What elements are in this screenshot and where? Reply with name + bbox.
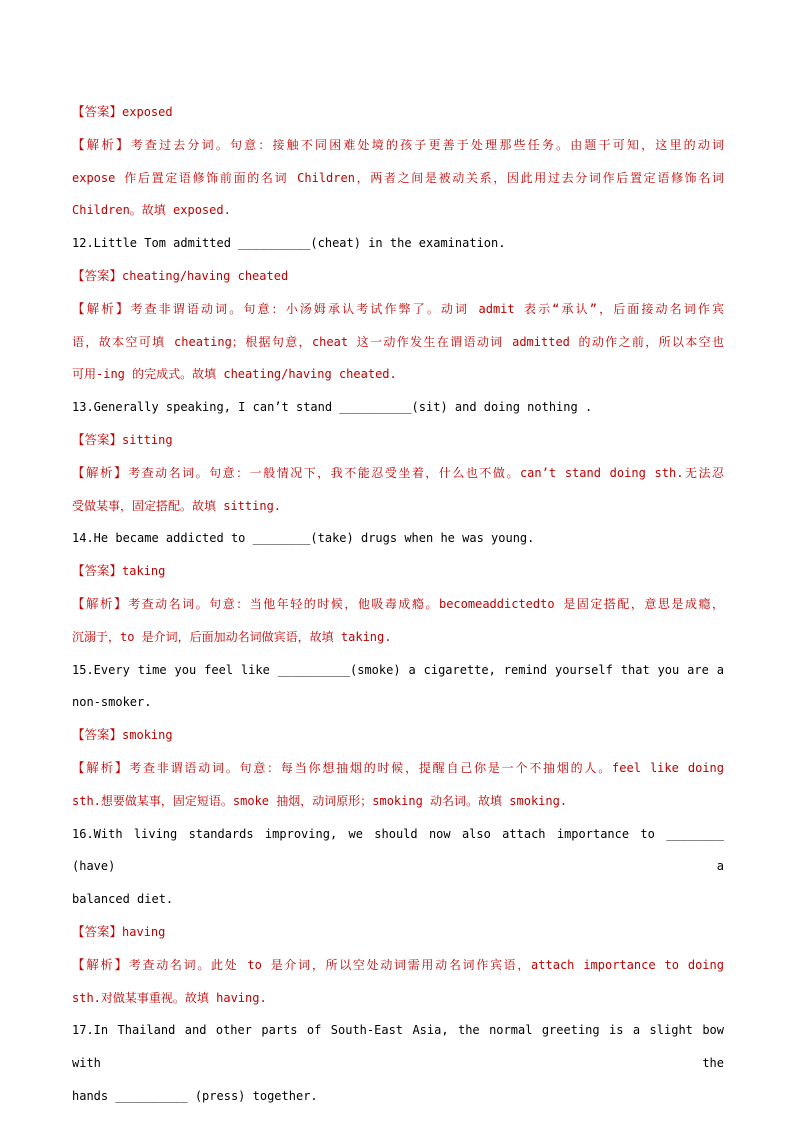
analysis-line	[72, 752, 724, 785]
analysis-text: 受做某事，固定搭配。故填 sitting.	[72, 498, 282, 513]
question-line	[72, 1080, 724, 1113]
answer-text: sitting	[122, 432, 173, 447]
question-text: hands __________ (press) together.	[72, 1088, 318, 1103]
analysis-text: 考查非谓语动词。句意：小汤姆承认考试作弊了。动词 admit 表示“承认”，后面接动名词作宾	[130, 301, 724, 316]
answer-text: having	[122, 924, 166, 939]
analysis-line	[72, 194, 724, 227]
document-page	[72, 96, 724, 1113]
analysis-text: 考查过去分词。句意：接触不同困难处境的孩子更善于处理那些任务。由题干可知，这里的动词	[130, 137, 724, 152]
analysis-line	[72, 162, 724, 195]
answer-line	[72, 424, 724, 457]
question-text: 16.With living standards improving, we should now also attach importance to ________ (have) a	[72, 826, 724, 874]
answer-line	[72, 260, 724, 293]
analysis-line	[72, 621, 724, 654]
answer-line	[72, 555, 724, 588]
question-line	[72, 686, 724, 719]
question-text: 15.Every time you feel like __________(smoke) a cigarette, remind yourself that you are a	[72, 662, 724, 677]
analysis-text: 考查动名词。句意：当他年轻的时候，他吸毒成瘾。becomeaddictedto 是固定搭配，意思是成瘾，	[128, 596, 724, 611]
answer-tag: 【答案】	[72, 267, 123, 283]
analysis-tag: 【解析】	[72, 464, 129, 480]
analysis-line	[72, 457, 724, 490]
analysis-text: 考查动名词。句意：一般情况下，我不能忍受坐着，什么也不做。can’t stand doing sth.无法忍	[128, 465, 724, 480]
analysis-line	[72, 358, 724, 391]
question-text: 14.He became addicted to ________(take) drugs when he was young.	[72, 531, 535, 546]
analysis-text: 沉溺于，to 是介词，后面加动名词做宾语，故填 taking.	[72, 629, 392, 644]
analysis-text: sth.想要做某事，固定短语。smoke 抽烟，动词原形；smoking 动名词。故填 smoking.	[72, 793, 568, 808]
question-line	[72, 818, 724, 884]
question-text: 12.Little Tom admitted __________(cheat) in the examination.	[72, 236, 506, 251]
analysis-text: 语，故本空可填 cheating；根据句意，cheat 这一动作发生在谓语动词 admitted 的动作之前，所以本空也	[72, 334, 724, 349]
answer-tag: 【答案】	[72, 104, 123, 119]
question-text: non-smoker.	[72, 695, 152, 710]
answer-tag: 【答案】	[72, 727, 123, 743]
question-text: balanced diet.	[72, 892, 174, 907]
analysis-tag: 【解析】	[72, 595, 129, 611]
analysis-line	[72, 129, 724, 162]
analysis-line	[72, 785, 724, 818]
answer-line	[72, 916, 724, 949]
analysis-text: Children。故填 exposed.	[72, 203, 231, 218]
analysis-line	[72, 949, 724, 982]
answer-line	[72, 96, 724, 129]
question-text: 17.In Thailand and other parts of South-East Asia, the normal greeting is a slight bow with the	[72, 1023, 724, 1071]
question-line	[72, 1014, 724, 1080]
analysis-tag: 【解析】	[72, 136, 131, 152]
question-line	[72, 654, 724, 687]
answer-tag: 【答案】	[72, 923, 123, 939]
analysis-line	[72, 326, 724, 359]
answer-text: smoking	[122, 728, 173, 743]
answer-tag: 【答案】	[72, 563, 123, 579]
analysis-line	[72, 588, 724, 621]
answer-line	[72, 719, 724, 752]
analysis-tag: 【解析】	[72, 759, 130, 775]
answer-tag: 【答案】	[72, 431, 123, 447]
answer-text: exposed	[122, 105, 173, 119]
analysis-tag: 【解析】	[72, 956, 129, 972]
analysis-text: sth.对做某事重视。故填 having.	[72, 990, 267, 1005]
question-text: 13.Generally speaking, I can’t stand __________(sit) and doing nothing .	[72, 400, 593, 415]
analysis-line	[72, 982, 724, 1015]
question-line	[72, 883, 724, 916]
analysis-text: expose 作后置定语修饰前面的名词 Children，两者之间是被动关系，因此用过去分词作后置定语修饰名词	[72, 170, 724, 185]
answer-text: taking	[122, 564, 166, 579]
question-line	[72, 391, 724, 424]
analysis-text: 考查动名词。此处 to 是介词，所以空处动词需用动名词作宾语，attach importance to doing	[128, 957, 724, 972]
answer-text: cheating/having cheated	[122, 268, 289, 283]
analysis-text: 考查非谓语动词。句意：每当你想抽烟的时候，提醒自己你是一个不抽烟的人。feel like doing	[129, 760, 724, 775]
analysis-tag: 【解析】	[72, 300, 131, 316]
question-line	[72, 522, 724, 555]
analysis-line	[72, 490, 724, 523]
analysis-text: 可用-ing 的完成式。故填 cheating/having cheated.	[72, 367, 397, 382]
question-line	[72, 227, 724, 260]
analysis-line	[72, 293, 724, 326]
